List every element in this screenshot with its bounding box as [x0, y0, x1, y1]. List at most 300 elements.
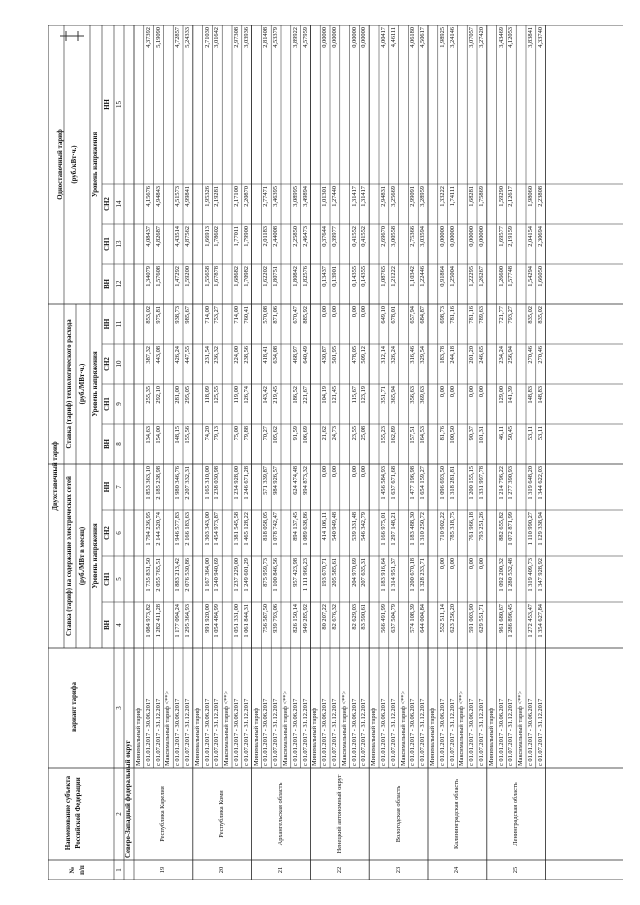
header-level: НН: [104, 481, 111, 493]
table-cell: 143,42: [262, 386, 270, 404]
table-cell: 1,80751: [272, 266, 280, 287]
variant-label: с 01.07.2017 - 31.12.2017: [272, 698, 280, 766]
header-voltage-3: Уровень напряжения: [92, 131, 99, 198]
table-cell: 4,15676: [144, 186, 152, 207]
table-cell: 1 129 338,94: [536, 512, 544, 546]
table-cell: 894 137,45: [291, 512, 299, 541]
header-level: НН: [104, 99, 111, 110]
table-cell: 1,69577: [497, 226, 505, 247]
table-cell: 698,73: [438, 306, 446, 324]
region-name: Республика Коми: [218, 790, 226, 838]
region-name: Ненецкий автономный округ: [335, 774, 343, 854]
table-cell: 0,00000: [478, 226, 485, 247]
table-cell: 90,37: [468, 426, 476, 441]
table-cell: 2,17100: [233, 186, 240, 207]
table-cell: 3,24146: [448, 27, 456, 48]
table-cell: 246,65: [478, 346, 485, 364]
table-cell: 793 251,26: [478, 512, 485, 541]
table-cell: 2 185 238,98: [154, 466, 162, 500]
table-cell: 2,46473: [301, 226, 309, 247]
table-cell: 1 214 796,22: [497, 466, 505, 500]
variant-label: с 01.01.2017 - 30.06.2017: [203, 698, 211, 766]
table-cell: 443,08: [154, 346, 162, 364]
table-cell: 1 166 975,01: [380, 512, 387, 546]
table-cell: 1 319 648,20: [527, 466, 534, 500]
table-cell: 234,24: [497, 346, 505, 364]
table-cell: 1 084 973,82: [144, 604, 152, 638]
region-number: 25: [512, 866, 520, 874]
table-cell: 835,02: [536, 306, 544, 324]
table-cell: 101,31: [478, 426, 485, 444]
table-cell: 1 314 951,37: [389, 558, 397, 592]
variant-label: с 01.01.2017 - 30.06.2017: [291, 698, 299, 766]
table-cell: 4,00417: [380, 27, 387, 48]
header-level: СН2: [104, 526, 111, 540]
header-num-sub: п/п: [79, 865, 86, 875]
table-cell: 957 423,98: [291, 558, 299, 587]
table-cell: 0,00000: [438, 226, 446, 247]
table-cell: 46,11: [497, 426, 505, 441]
table-cell: 186,52: [291, 386, 299, 404]
header-subject: Наименование субъекта: [65, 775, 72, 851]
table-cell: 1 454 973,87: [213, 512, 221, 546]
table-cell: 2,71030: [203, 27, 211, 48]
table-cell: 1,47292: [174, 266, 182, 287]
table-cell: 1 883 213,42: [174, 558, 182, 592]
table-cell: 0,37644: [321, 226, 329, 247]
table-cell: 710 902,22: [438, 512, 446, 541]
table-cell: 1,62202: [262, 266, 270, 287]
column-number: 7: [115, 485, 123, 489]
table-cell: 4,37392: [144, 27, 152, 48]
table-cell: 0,00: [468, 558, 476, 570]
table-cell: 760,41: [242, 306, 250, 324]
table-cell: 1,98060: [527, 186, 534, 207]
table-cell: 1,82576: [301, 266, 309, 287]
table-cell: 292,10: [154, 386, 162, 404]
table-cell: 789,63: [478, 306, 485, 324]
table-cell: 0,41552: [360, 226, 368, 247]
table-cell: 623 256,20: [448, 604, 456, 633]
table-cell: 2,44008: [272, 226, 280, 247]
header-level: ВН: [104, 439, 111, 449]
table-cell: 1 477 196,98: [409, 466, 417, 500]
table-cell: 0,00: [360, 466, 368, 478]
table-cell: 1,01301: [321, 186, 329, 207]
table-cell: 1 853 363,10: [144, 466, 152, 500]
header-one-part-unit: (руб./кВт·ч.): [71, 145, 78, 184]
variant-label: с 01.01.2017 - 30.06.2017: [350, 698, 358, 766]
region-number: 24: [453, 866, 461, 874]
header-one-part: Одноставочный тариф: [57, 129, 64, 200]
table-cell: 961 680,67: [497, 604, 505, 633]
table-cell: 207 635,31: [360, 558, 368, 587]
table-cell: 3,08995: [291, 186, 299, 207]
region-name: Калининградская область: [453, 779, 461, 849]
table-cell: 1,68281: [468, 186, 476, 207]
table-cell: 1 354 627,84: [536, 604, 544, 638]
table-cell: 678,01: [389, 306, 397, 324]
table-cell: 148,83: [536, 386, 544, 404]
column-number: 1: [115, 868, 123, 872]
variant-label: с 01.01.2017 - 30.06.2017: [497, 698, 505, 766]
table-cell: 53,11: [536, 426, 544, 441]
table-cell: 0,00: [448, 558, 456, 570]
table-cell: 1 272 453,47: [527, 604, 534, 638]
table-cell: 570,08: [262, 306, 270, 324]
table-cell: 1,22295: [468, 266, 476, 287]
table-cell: 1 072 871,99: [507, 512, 515, 546]
table-cell: 74,20: [203, 426, 211, 441]
table-cell: 256,94: [507, 346, 515, 364]
table-cell: 24,73: [331, 426, 338, 441]
table-cell: 3,28959: [419, 186, 427, 207]
table-cell: 155,56: [184, 426, 191, 444]
table-cell: 1 637 671,68: [389, 466, 397, 500]
table-cell: 1 110 990,27: [527, 512, 534, 546]
table-cell: 1 456 584,93: [380, 466, 387, 500]
table-cell: 1 051 331,00: [233, 604, 240, 638]
header-subject-2: Российской Федерации: [75, 777, 82, 849]
table-cell: 0,00: [321, 466, 329, 478]
table-cell: 2 144 520,74: [154, 512, 162, 546]
table-cell: 105,62: [272, 426, 280, 444]
table-cell: 1,31417: [360, 186, 368, 207]
table-cell: 1,55658: [203, 266, 211, 287]
table-cell: 154,00: [154, 426, 162, 444]
table-cell: 1,66913: [203, 226, 211, 247]
table-cell: 3,27420: [478, 27, 485, 48]
table-cell: 1,54294: [527, 266, 534, 287]
column-number: 4: [115, 623, 123, 627]
variant-label: с 01.01.2017 - 30.06.2017: [380, 698, 387, 766]
table-cell: 949 285,92: [301, 604, 309, 633]
variant-label: с 01.01.2017 - 30.06.2017: [262, 698, 270, 766]
table-cell: 4,72857: [174, 27, 182, 48]
table-cell: 1 286 896,45: [507, 604, 515, 638]
table-cell: 3,00558: [389, 226, 397, 247]
variant-label: с 01.01.2017 - 30.06.2017: [233, 698, 240, 766]
table-cell: 1,75869: [478, 186, 485, 207]
table-cell: 1,08765: [380, 266, 387, 287]
table-cell: 1,59290: [497, 186, 505, 207]
table-cell: 539 331,48: [350, 512, 358, 541]
table-cell: 0,14355: [360, 266, 368, 287]
header-variant: вариант тарифа: [71, 682, 78, 732]
table-cell: 1 319 409,73: [527, 558, 534, 592]
table-cell: 82 676,32: [331, 604, 338, 630]
table-cell: 1 100 846,56: [272, 558, 280, 592]
table-cell: 0,13901: [331, 266, 338, 287]
column-number: 2: [115, 812, 123, 816]
table-cell: 975,81: [154, 306, 162, 324]
table-cell: 1 980 346,76: [174, 466, 182, 500]
table-cell: 1 234 928,00: [233, 466, 240, 500]
table-cell: 566 491,99: [380, 604, 387, 633]
table-cell: 1 092 200,32: [497, 558, 505, 592]
header-rate-tech-unit: (руб./МВт·ч.): [79, 363, 86, 405]
table-cell: 0,00: [438, 558, 446, 570]
table-cell: 1 237 229,00: [233, 558, 240, 592]
table-cell: 1 167 364,00: [203, 558, 211, 592]
table-cell: 1,33222: [438, 186, 446, 207]
variant-label: Максимальный тариф <**>: [399, 690, 407, 766]
variant-label: Максимальный тариф <**>: [517, 690, 525, 766]
table-cell: 1,25004: [448, 266, 456, 287]
table-cell: 4,12053: [507, 27, 515, 48]
variant-label: с 01.01.2017 - 30.06.2017: [468, 698, 476, 766]
table-cell: 1,70982: [242, 266, 250, 287]
variant-label: Минимальный тариф: [252, 707, 260, 766]
table-cell: 853,02: [144, 306, 152, 324]
variant-label: с 01.01.2017 - 30.06.2017: [438, 698, 446, 766]
table-cell: 1 200 155,15: [468, 466, 476, 500]
variant-label: с 01.07.2017 - 31.12.2017: [184, 698, 191, 766]
header-rate-tech: Ставка (тариф) технологического расхода: [66, 319, 73, 449]
table-cell: 637 504,79: [389, 604, 397, 633]
table-cell: 1,57748: [507, 266, 515, 287]
table-cell: 1 946 577,83: [174, 512, 182, 546]
column-number: 12: [115, 280, 123, 288]
table-cell: 164,53: [419, 426, 427, 444]
table-cell: 835,02: [527, 306, 534, 324]
table-cell: 939 793,06: [272, 604, 280, 633]
variant-label: с 01.07.2017 - 31.12.2017: [536, 698, 544, 766]
table-cell: 155,23: [380, 426, 387, 444]
table-cell: 0,39977: [331, 226, 338, 247]
table-cell: 1 238 030,98: [213, 466, 221, 500]
table-cell: 1 240 940,69: [213, 558, 221, 592]
table-cell: 270,46: [527, 346, 534, 364]
table-cell: 644 004,84: [419, 604, 427, 633]
table-cell: 2,01183: [262, 226, 270, 247]
table-cell: 875 959,73: [262, 558, 270, 587]
table-cell: 4,50617: [419, 27, 427, 48]
table-cell: 0,00: [331, 306, 338, 318]
table-cell: 1 310 250,72: [419, 512, 427, 546]
table-cell: 0,14355: [350, 266, 358, 287]
table-cell: 3,83841: [527, 27, 534, 48]
table-cell: 183,78: [438, 346, 446, 364]
table-cell: 2,99091: [409, 186, 417, 207]
table-cell: 2,12617: [507, 186, 515, 207]
table-cell: 540 949,48: [331, 512, 338, 541]
table-cell: 2,19281: [213, 186, 221, 207]
table-cell: 1 183 916,64: [380, 558, 387, 592]
table-cell: 4,43514: [174, 226, 182, 247]
table-cell: 546 342,79: [360, 512, 368, 541]
region-number: 21: [277, 866, 284, 874]
table-cell: 115,67: [350, 386, 358, 404]
table-cell: 0,00000: [448, 226, 456, 247]
table-cell: 714,00: [203, 306, 211, 324]
table-cell: 826 150,14: [291, 604, 299, 633]
table-cell: 326,24: [389, 346, 397, 364]
table-cell: 1 246 671,28: [242, 466, 250, 500]
table-cell: 81,76: [438, 426, 446, 441]
table-cell: 125,55: [213, 386, 221, 404]
table-cell: 4,87562: [184, 226, 191, 247]
column-number: 15: [115, 101, 123, 108]
table-cell: 501,95: [331, 346, 338, 364]
header-level: НН: [104, 318, 111, 330]
table-cell: 1 654 159,27: [419, 466, 427, 500]
region-name: Вологодская область: [394, 785, 402, 843]
variant-label: с 01.07.2017 - 31.12.2017: [478, 698, 485, 766]
table-cell: 793,27: [507, 306, 515, 324]
column-number: 3: [115, 706, 123, 710]
table-cell: 255,35: [144, 386, 152, 404]
variant-label: с 01.01.2017 - 30.06.2017: [174, 698, 182, 766]
table-cell: 1 183 488,30: [409, 512, 417, 546]
table-cell: 994 873,32: [301, 466, 309, 495]
table-cell: 3,07057: [468, 27, 476, 48]
table-cell: 2,75366: [409, 226, 417, 247]
variant-label: с 01.07.2017 - 31.12.2017: [301, 698, 309, 766]
table-cell: 83 590,61: [360, 604, 368, 630]
table-cell: 121,45: [331, 386, 338, 404]
table-cell: 1,59200: [184, 266, 191, 287]
table-cell: 1 200 670,18: [409, 558, 417, 592]
table-cell: 365,94: [389, 386, 397, 404]
table-cell: 721,77: [497, 306, 505, 324]
table-cell: 1 096 693,50: [438, 466, 446, 500]
variant-label: Минимальный тариф: [487, 707, 495, 766]
variant-label: Минимальный тариф: [311, 707, 319, 766]
table-cell: 2,04154: [527, 226, 534, 247]
header-level: СН2: [104, 197, 111, 211]
variant-label: с 01.07.2017 - 31.12.2017: [360, 698, 368, 766]
table-cell: 0,00000: [350, 27, 358, 48]
variant-label: с 01.07.2017 - 31.12.2017: [331, 698, 338, 766]
column-number: 14: [115, 200, 123, 208]
table-cell: 2,97308: [233, 27, 240, 48]
table-cell: 221,67: [301, 386, 309, 404]
column-number: 8: [115, 442, 123, 446]
table-cell: 0,00000: [321, 27, 329, 48]
table-cell: 2,94831: [380, 186, 387, 207]
table-cell: 0,91864: [438, 266, 446, 287]
table-cell: 224,00: [233, 346, 240, 364]
table-cell: 5,19090: [154, 27, 162, 48]
table-cell: 1 277 390,93: [507, 466, 515, 500]
table-cell: 781,16: [448, 306, 456, 324]
table-cell: 104,19: [321, 386, 329, 404]
region-name: Республика Карелия: [159, 786, 167, 842]
table-cell: 2,20870: [242, 186, 250, 207]
table-cell: 0,41552: [350, 226, 358, 247]
table-cell: 1,66050: [536, 266, 544, 287]
table-cell: 1 249 601,29: [242, 558, 250, 592]
table-cell: 141,39: [507, 386, 515, 404]
table-cell: 270,46: [536, 346, 544, 364]
table-cell: 1,27440: [331, 186, 338, 207]
table-cell: 430,87: [321, 346, 329, 364]
variant-label: Максимальный тариф <**>: [164, 690, 172, 766]
table-cell: 3,03936: [242, 27, 250, 48]
table-cell: 991 920,00: [203, 604, 211, 633]
table-cell: 414 106,11: [321, 512, 329, 541]
table-cell: 1,68682: [233, 266, 240, 287]
table-cell: 2,19159: [507, 226, 515, 247]
table-cell: 119,00: [233, 386, 240, 404]
table-cell: 1,77011: [233, 226, 240, 247]
table-cell: 1 381 545,58: [233, 512, 240, 546]
table-cell: 25,08: [360, 426, 368, 441]
table-cell: 231,54: [203, 346, 211, 364]
header-rate-content: Ставка (тариф) на содержание электрических сетей: [66, 476, 73, 636]
table-cell: 785 318,75: [448, 512, 456, 541]
table-cell: 684,87: [419, 306, 427, 324]
variant-label: с 01.07.2017 - 31.12.2017: [419, 698, 427, 766]
table-cell: 447,55: [184, 346, 191, 364]
variant-label: с 01.07.2017 - 31.12.2017: [154, 698, 162, 766]
table-cell: 0,00: [478, 558, 485, 570]
table-cell: 882 655,82: [497, 512, 505, 541]
table-cell: 351,71: [380, 386, 387, 404]
region-name: Ленинградская область: [512, 782, 520, 846]
variant-label: с 01.01.2017 - 30.06.2017: [144, 698, 152, 766]
table-cell: 2,25850: [291, 226, 299, 247]
variant-label: Максимальный тариф <**>: [223, 690, 231, 766]
table-cell: 236,32: [213, 346, 221, 364]
table-cell: 50,45: [507, 426, 515, 441]
table-cell: 193 670,71: [321, 558, 329, 587]
header-level: ВН: [104, 620, 111, 630]
table-cell: 1 177 094,24: [174, 604, 182, 638]
table-cell: 4,94843: [154, 186, 162, 207]
table-cell: 126,74: [242, 386, 250, 404]
table-cell: 123,19: [360, 386, 368, 404]
variant-label: с 01.07.2017 - 31.12.2017: [389, 698, 397, 766]
region-number: 20: [218, 866, 226, 874]
table-cell: 3,46395: [272, 186, 280, 207]
column-number: 9: [115, 402, 123, 406]
table-cell: 1 331 997,78: [478, 466, 485, 500]
header-level: СН1: [104, 397, 111, 411]
variant-label: Минимальный тариф: [193, 707, 201, 766]
table-cell: 2,30694: [536, 226, 544, 247]
variant-label: Максимальный тариф <**>: [282, 690, 289, 766]
table-cell: 369,63: [419, 386, 427, 404]
table-cell: 1 054 484,99: [213, 604, 221, 638]
table-cell: 157,51: [409, 426, 417, 444]
region-number: 19: [159, 866, 167, 874]
table-cell: 591 003,90: [468, 604, 476, 633]
table-cell: 1,98925: [438, 27, 446, 48]
table-cell: 781,16: [468, 306, 476, 324]
table-cell: 238,56: [242, 346, 250, 364]
table-cell: 4,57959: [301, 27, 309, 48]
table-cell: 938,73: [174, 306, 182, 324]
table-cell: 82 629,03: [350, 604, 358, 630]
table-cell: 79,13: [213, 426, 221, 441]
table-cell: 426,24: [174, 346, 182, 364]
table-cell: 574 108,39: [409, 604, 417, 633]
table-cell: 3,89922: [291, 27, 299, 48]
table-cell: 1 465 128,22: [242, 512, 250, 546]
table-cell: 5,24333: [184, 27, 191, 48]
table-cell: 634,08: [272, 346, 280, 364]
table-cell: 0,00: [350, 466, 358, 478]
table-cell: 281,00: [174, 386, 182, 404]
table-cell: 3,01642: [213, 27, 221, 48]
header-level: СН2: [104, 357, 111, 371]
table-cell: 2,23808: [536, 186, 544, 207]
table-cell: 1 280 532,48: [507, 558, 515, 592]
table-cell: 4,51573: [174, 186, 182, 207]
table-cell: 1,21222: [389, 266, 397, 287]
